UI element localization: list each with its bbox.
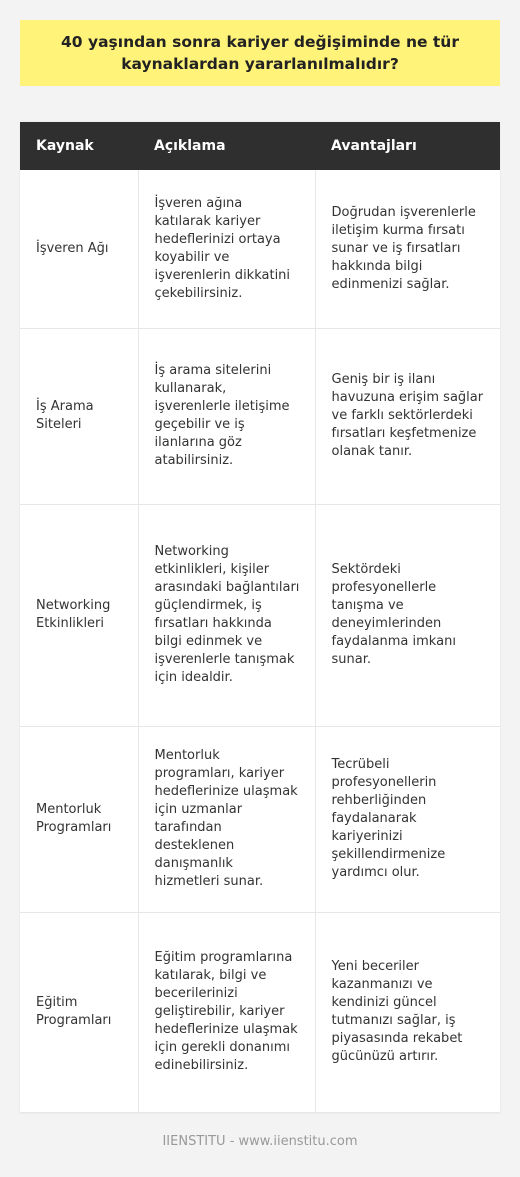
cell-advantages: Tecrübeli profesyonellerin rehberliğinden faydalanarak kariyerinizi şekillendirmenize yardımcı olur. [315,726,500,912]
resources-table-container [20,122,500,1113]
cell-source: İşveren Ağı [20,170,138,328]
cell-description: Networking etkinlikleri, kişiler arasındaki bağlantıları güçlendirmek, iş fırsatları hakkında bilgi edinmek ve işverenlerle tanışmak için idealdir. [138,504,315,726]
table-header-row [20,122,500,170]
cell-description: Mentorluk programları, kariyer hedeflerinize ulaşmak için uzmanlar tarafından desteklenen danışmanlık hizmetleri sunar. [138,726,315,912]
table-row [20,504,500,726]
cell-source: İş Arama Siteleri [20,328,138,504]
cell-source: Networking Etkinlikleri [20,504,138,726]
cell-advantages: Sektördeki profesyonellerle tanışma ve deneyimlerinden faydalanma imkanı sunar. [315,504,500,726]
page-title: 40 yaşından sonra kariyer değişiminde ne tür kaynaklardan yararlanılmalıdır? [61,33,459,73]
cell-description: İş arama sitelerini kullanarak, işverenlerle iletişime geçebilir ve iş ilanlarına göz atabilirsiniz. [138,328,315,504]
table-row [20,328,500,504]
column-header-description: Açıklama [154,138,226,154]
cell-description: İşveren ağına katılarak kariyer hedeflerinizi ortaya koyabilir ve işverenlerin dikkatini çekebilirsiniz. [138,170,315,328]
table-row [20,912,500,1112]
column-header-advantages: Avantajları [331,138,417,154]
footer-credit: IIENSTITU - www.iienstitu.com [162,1134,358,1149]
cell-source: Mentorluk Programları [20,726,138,912]
table-row [20,170,500,328]
title-banner [20,20,500,86]
column-header-source: Kaynak [36,138,94,154]
table-row [20,726,500,912]
cell-advantages: Doğrudan işverenlerle iletişim kurma fırsatı sunar ve iş fırsatları hakkında bilgi edinmenizi sağlar. [315,170,500,328]
cell-advantages: Yeni beceriler kazanmanızı ve kendinizi güncel tutmanızı sağlar, iş piyasasında rekabet gücünüzü artırır. [315,912,500,1112]
cell-source: Eğitim Programları [20,912,138,1112]
cell-advantages: Geniş bir iş ilanı havuzuna erişim sağlar ve farklı sektörlerdeki fırsatları keşfetmenize olanak tanır. [315,328,500,504]
cell-description: Eğitim programlarına katılarak, bilgi ve becerilerinizi geliştirebilir, kariyer hedeflerinize ulaşmak için gerekli donanımı edinebilirsiniz. [138,912,315,1112]
resources-table [20,122,500,1113]
